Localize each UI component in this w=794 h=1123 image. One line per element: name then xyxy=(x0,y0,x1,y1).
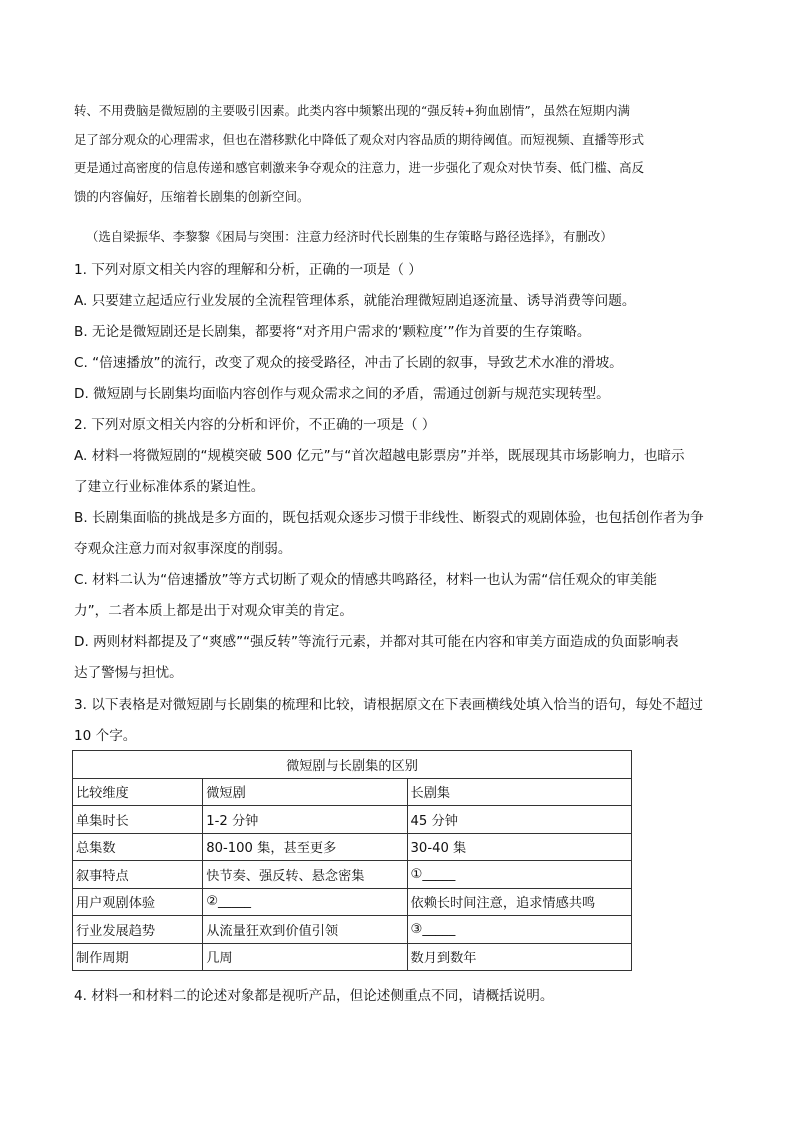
question-stem: 2. 下列对原文相关内容的分析和评价，不正确的一项是（ ） xyxy=(74,417,436,433)
option-b: B. 长剧集面临的挑战是多方面的，既包括观众逐步习惯于非线性、断裂式的观剧体验，也包括创作者为争 xyxy=(74,510,704,526)
blank-cell-3: ③_____ xyxy=(407,916,631,944)
table-cell: 比较维度 xyxy=(73,778,203,806)
option-d: D. 两则材料都提及了“爽感”“强反转”等流行元素，并都对其可能在内容和审美方面造成的负面影响表 xyxy=(74,634,679,650)
option-a: A. 只要建立起适应行业发展的全流程管理体系，就能治理微短剧追逐流量、诱导消费等问题。 xyxy=(74,293,636,309)
blank-cell-2: ②_____ xyxy=(203,888,407,916)
question-stem: 1. 下列对原文相关内容的理解和分析，正确的一项是（ ） xyxy=(74,262,422,278)
blank-cell-1: ①_____ xyxy=(407,861,631,889)
question-stem: 3. 以下表格是对微短剧与长剧集的梳理和比较，请根据原文在下表画横线处填入恰当的语句，每处不超过 xyxy=(74,697,704,713)
table-cell: 行业发展趋势 xyxy=(73,916,203,944)
table-cell: 单集时长 xyxy=(73,806,203,834)
option-c-cont: 力”，二者本质上都是出于对观众审美的肯定。 xyxy=(74,603,353,619)
table-cell: 30-40 集 xyxy=(407,833,631,861)
option-a: A. 材料一将微短剧的“规模突破 500 亿元”与“首次超越电影票房”并举，既展现其市场影响力，也暗示 xyxy=(74,448,685,464)
passage-line: 馈的内容偏好，压缩着长剧集的创新空间。 xyxy=(74,188,310,204)
table-cell: 用户观剧体验 xyxy=(73,888,203,916)
table-cell: 从流量狂欢到价值引领 xyxy=(203,916,407,944)
option-d: D. 微短剧与长剧集均面临内容创作与观众需求之间的矛盾，需通过创新与规范实现转型。 xyxy=(74,386,610,402)
table-cell: 快节奏、强反转、悬念密集 xyxy=(203,861,407,889)
passage-source: （选自梁振华、李黎黎《困局与突围：注意力经济时代长剧集的生存策略与路径选择》，有删改） xyxy=(86,229,613,244)
question-1 xyxy=(74,255,724,410)
table-cell: 数月到数年 xyxy=(407,943,631,971)
table-row xyxy=(73,861,632,889)
table-cell: 微短剧 xyxy=(203,778,407,806)
comparison-table xyxy=(72,750,632,971)
option-d-cont: 达了警惕与担忧。 xyxy=(74,665,183,681)
table-cell: 1-2 分钟 xyxy=(203,806,407,834)
table-row xyxy=(73,943,632,971)
passage-line: 更是通过高密度的信息传递和感官刺激来争夺观众的注意力，进一步强化了观众对快节奏、低门槛、高反 xyxy=(74,160,644,175)
table-cell: 依赖长时间注意，追求情感共鸣 xyxy=(407,888,631,916)
table-row xyxy=(73,833,632,861)
option-a-cont: 了建立行业标准体系的紧迫性。 xyxy=(74,479,265,495)
table-cell: 制作周期 xyxy=(73,943,203,971)
table-row xyxy=(73,916,632,944)
passage-line: 转、不用费脑是微短剧的主要吸引因素。此类内容中频繁出现的“强反转+狗血剧情”，虽然在短期内满 xyxy=(74,103,630,118)
option-c: C. 材料二认为“倍速播放”等方式切断了观众的情感共鸣路径，材料一也认为需“信任观众的审美能 xyxy=(74,572,658,588)
table-caption: 微短剧与长剧集的区别 xyxy=(73,751,632,779)
table-cell: 总集数 xyxy=(73,833,203,861)
passage-excerpt xyxy=(74,97,720,211)
question-4 xyxy=(74,981,724,1012)
table-row xyxy=(73,806,632,834)
table-cell: 80-100 集，甚至更多 xyxy=(203,833,407,861)
table-cell: 叙事特点 xyxy=(73,861,203,889)
question-stem-cont: 10 个字。 xyxy=(74,728,137,744)
passage-line: 足了部分观众的心理需求，但也在潜移默化中降低了观众对内容品质的期待阈值。而短视频、直播等形式 xyxy=(74,131,644,147)
table-caption-row xyxy=(73,751,632,779)
table-row xyxy=(73,778,632,806)
table-cell: 长剧集 xyxy=(407,778,631,806)
table-row xyxy=(73,888,632,916)
question-3 xyxy=(74,690,724,752)
table-cell: 几周 xyxy=(203,943,407,971)
option-b: B. 无论是微短剧还是长剧集，都要将“对齐用户需求的‘颗粒度’”作为首要的生存策略。 xyxy=(74,324,591,340)
question-2 xyxy=(74,410,724,689)
question-stem: 4. 材料一和材料二的论述对象都是视听产品，但论述侧重点不同，请概括说明。 xyxy=(74,988,554,1004)
option-c: C. “倍速播放”的流行，改变了观众的接受路径，冲击了长剧的叙事，导致艺术水准的滑坡。 xyxy=(74,355,623,371)
option-b-cont: 夺观众注意力而对叙事深度的削弱。 xyxy=(74,541,292,557)
table-cell: 45 分钟 xyxy=(407,806,631,834)
